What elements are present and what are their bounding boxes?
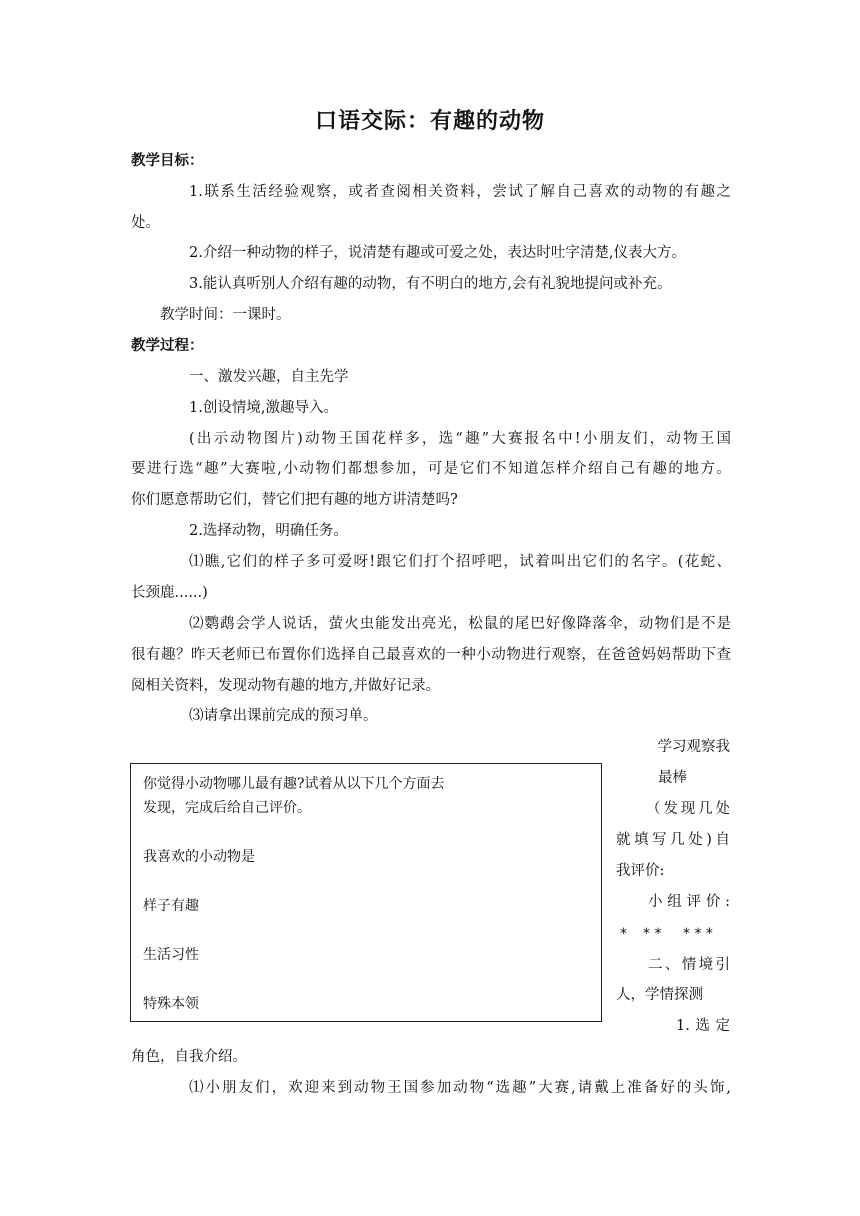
star-icon: * * <box>643 926 662 942</box>
paragraph-2-line-2: 长颈鹿......) <box>131 585 208 601</box>
paragraph-1-line-2: 要进行选“趣”大赛啦,小动物们都想参加，可是它们不知道怎样介绍自己有趣的地方。 <box>131 461 731 477</box>
sidebar-line-8: 二、情境引 <box>648 957 730 973</box>
process-heading: 教学过程： <box>131 338 204 354</box>
teaching-time: 教学时间：一课时。 <box>160 307 291 323</box>
preview-worksheet-box <box>130 763 602 1022</box>
worksheet-habits: 生活习性 <box>143 947 199 963</box>
paragraph-3-line-1: ⑵鹦鹉会学人说话，萤火虫能发出亮光，松鼠的尾巴好像降落伞，动物们是不是 <box>189 616 731 632</box>
objective-2: 2.介绍一种动物的样子，说清楚有趣或可爱之处，表达时吐字清楚,仪表大方。 <box>189 245 686 261</box>
worksheet-prompt-line-2: 发现，完成后给自己评价。 <box>143 800 311 816</box>
after-line-2: ⑴小朋友们，欢迎来到动物王国参加动物“选趣”大赛,请戴上准备好的头饰, <box>189 1080 731 1096</box>
star-icon: * * * <box>683 926 713 942</box>
sidebar-line-6: 小组评价: <box>648 894 730 910</box>
star-icon: * <box>620 926 627 942</box>
objectives-heading: 教学目标： <box>131 153 204 169</box>
paragraph-3-line-2: 很有趣？昨天老师已布置你们选择自己最喜欢的一种小动物进行观察，在爸爸妈妈帮助下查 <box>131 647 731 663</box>
paragraph-2-line-1: ⑴瞧,它们的样子多可爱呀!跟它们打个招呼吧，试着叫出它们的名字。(花蛇、 <box>189 554 731 570</box>
objective-1-line-2: 处。 <box>131 215 160 231</box>
paragraph-3-line-3: 阅相关资料，发现动物有趣的地方,并做好记录。 <box>131 678 441 694</box>
paragraph-1-line-1: (出示动物图片)动物王国花样多，选“趣”大赛报名中!小朋友们，动物王国 <box>189 431 731 447</box>
step-1: 1.创设情境,激趣导入。 <box>189 400 338 416</box>
sidebar-line-10: 1.选定 <box>676 1018 730 1034</box>
worksheet-favorite-animal: 我喜欢的小动物是 <box>143 849 255 865</box>
paragraph-4: ⑶请拿出课前完成的预习单。 <box>189 708 378 724</box>
paragraph-1-line-3: 你们愿意帮助它们，替它们把有趣的地方讲清楚吗? <box>131 492 458 508</box>
sidebar-line-4: 就填写几处)自 <box>616 832 730 848</box>
sidebar-line-5: 我评价: <box>616 863 665 879</box>
section-1-heading: 一、激发兴趣，自主先学 <box>189 369 349 385</box>
sidebar-line-2: 最棒 <box>658 770 687 786</box>
worksheet-prompt-line-1: 你觉得小动物哪儿最有趣?试着从以下几个方面去 <box>143 776 445 792</box>
worksheet-appearance: 样子有趣 <box>143 898 199 914</box>
page-title: 口语交际：有趣的动物 <box>314 109 545 134</box>
objective-3: 3.能认真听别人介绍有趣的动物，有不明白的地方,会有礼貌地提问或补充。 <box>189 276 672 292</box>
sidebar-line-1: 学习观察我 <box>657 739 730 755</box>
after-line-1: 角色，自我介绍。 <box>131 1049 247 1065</box>
sidebar-line-9: 人，学情探测 <box>616 987 703 1003</box>
worksheet-skills: 特殊本领 <box>143 996 199 1012</box>
objective-1-line-1: 1.联系生活经验观察，或者查阅相关资料，尝试了解自己喜欢的动物的有趣之 <box>189 184 731 200</box>
step-2: 2.选择动物，明确任务。 <box>189 523 348 539</box>
sidebar-line-3: （发现几处 <box>646 801 730 817</box>
